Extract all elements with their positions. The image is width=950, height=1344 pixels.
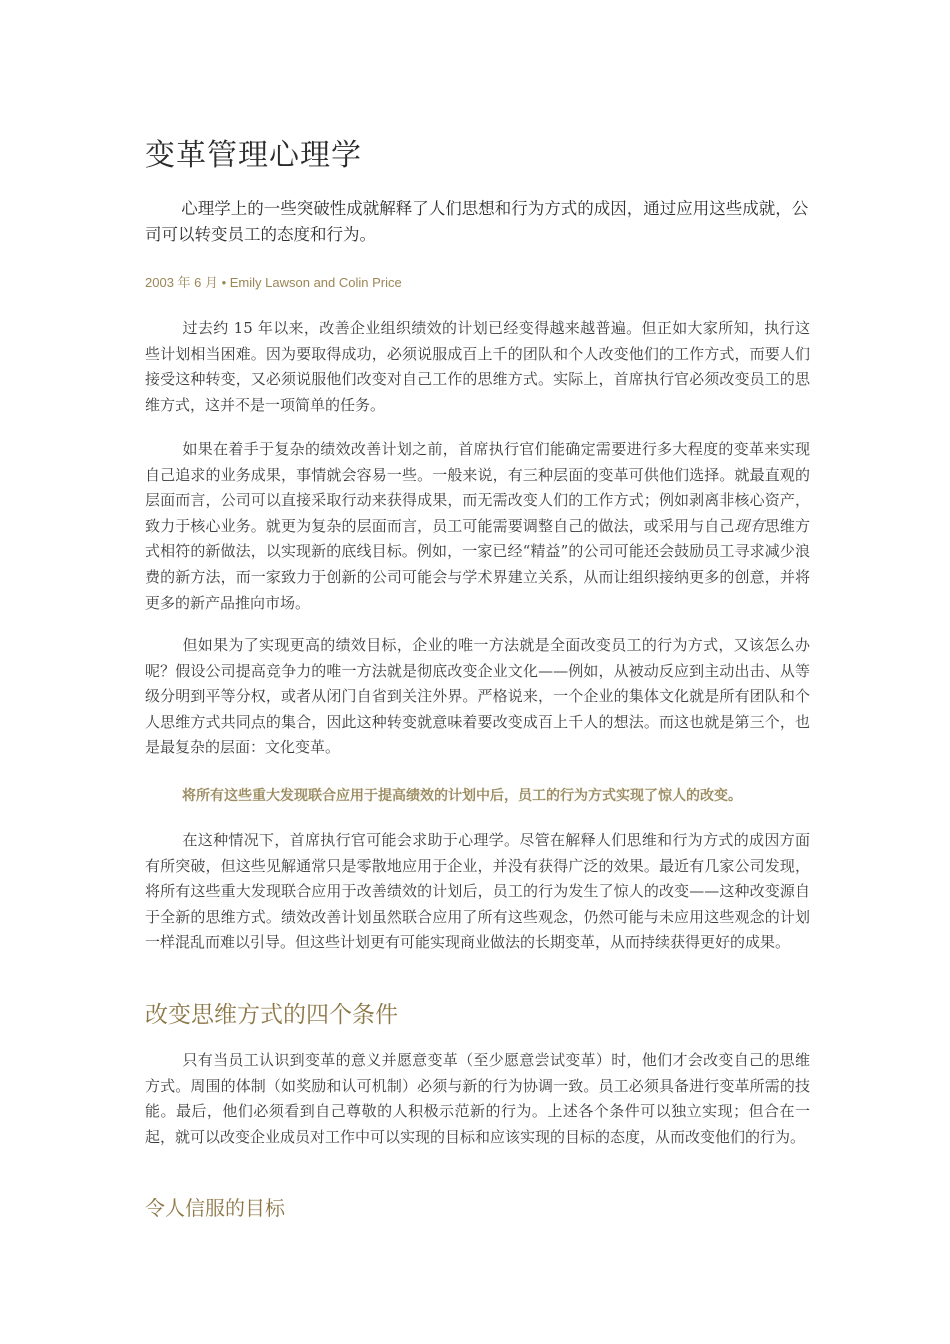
byline: 2003 年 6 月 • Emily Lawson and Colin Price xyxy=(145,275,402,290)
paragraph-5: 只有当员工认识到变革的意义并愿意变革（至少愿意尝试变革）时，他们才会改变自己的思维方式。周围的体制（如奖励和认可机制）必须与新的行为协调一致。员工必须具备进行变革所需的技能。最后，他们必须看到自己尊敬的人积极示范新的行为。上述各个条件可以独立实现；但合在一起，就可以改变企业成员对工作中可以实现的目标和应该实现的目标的态度，从而改变他们的行为。 xyxy=(145,1051,810,1146)
paragraph-1: 过去约 15 年以来，改善企业组织绩效的计划已经变得越来越普遍。但正如大家所知，执行这些计划相当困难。因为要取得成功，必须说服成百上千的团队和个人改变他们的工作方式，而要人们接受这种转变，又必须说服他们改变对自己工作的思维方式。实际上，首席执行官必须改变员工的思维方式，这并不是一项简单的任务。 xyxy=(145,319,810,414)
paragraph-2-text-b: 思维方式相符的新做法，以实现新的底线目标。例如，一家已经“精益”的公司可能还会鼓励员工寻求减少浪费的新方法，而一家致力于创新的公司可能会与学术界建立关系，从而让组织接纳更多的创意，并将更多的新产品推向市场。 xyxy=(145,516,810,612)
paragraph-2-emphasis: 现有 xyxy=(734,516,765,535)
paragraph-3: 但如果为了实现更高的绩效目标，企业的唯一方法就是全面改变员工的行为方式，又该怎么办呢？假设公司提高竞争力的唯一方法就是彻底改变企业文化——例如，从被动反应到主动出击、从等级分明到平等分权，或者从闭门自省到关注外界。严格说来，一个企业的集体文化就是所有团队和个人思维方式共同点的集合，因此这种转变就意味着要改变成百上千人的想法。而这也就是第三个，也是最复杂的层面：文化变革。 xyxy=(145,636,810,757)
section-heading: 改变思维方式的四个条件 xyxy=(145,1002,398,1028)
article-lede: 心理学上的一些突破性成就解释了人们思想和行为方式的成因，通过应用这些成就，公司可以转变员工的态度和行为。 xyxy=(145,199,809,244)
paragraph-2 xyxy=(145,437,810,616)
pull-quote: 将所有这些重大发现联合应用于提高绩效的计划中后，员工的行为方式实现了惊人的改变。 xyxy=(182,788,742,804)
paragraph-2-text-a: 如果在着手于复杂的绩效改善计划之前，首席执行官们能确定需要进行多大程度的变革来实现自己追求的业务成果，事情就会容易一些。一般来说，有三种层面的变革可供他们选择。就最直观的层面而言，公司可以直接采取行动来获得成果，而无需改变人们的工作方式；例如剥离非核心资产，致力于核心业务。就更为复杂的层面而言，员工可能需要调整自己的做法，或采用与自己 xyxy=(145,440,810,535)
article-title: 变革管理心理学 xyxy=(145,138,362,173)
paragraph-4: 在这种情况下，首席执行官可能会求助于心理学。尽管在解释人们思维和行为方式的成因方面有所突破，但这些见解通常只是零散地应用于企业，并没有获得广泛的效果。最近有几家公司发现，将所有这些重大发现联合应用于改善绩效的计划后，员工的行为发生了惊人的改变——这种改变源自于全新的思维方式。绩效改善计划虽然联合应用了所有这些观念，仍然可能与未应用这些观念的计划一样混乱而难以引导。但这些计划更有可能实现商业做法的长期变革，从而持续获得更好的成果。 xyxy=(145,831,810,952)
subsection-heading: 令人信服的目标 xyxy=(145,1196,285,1220)
